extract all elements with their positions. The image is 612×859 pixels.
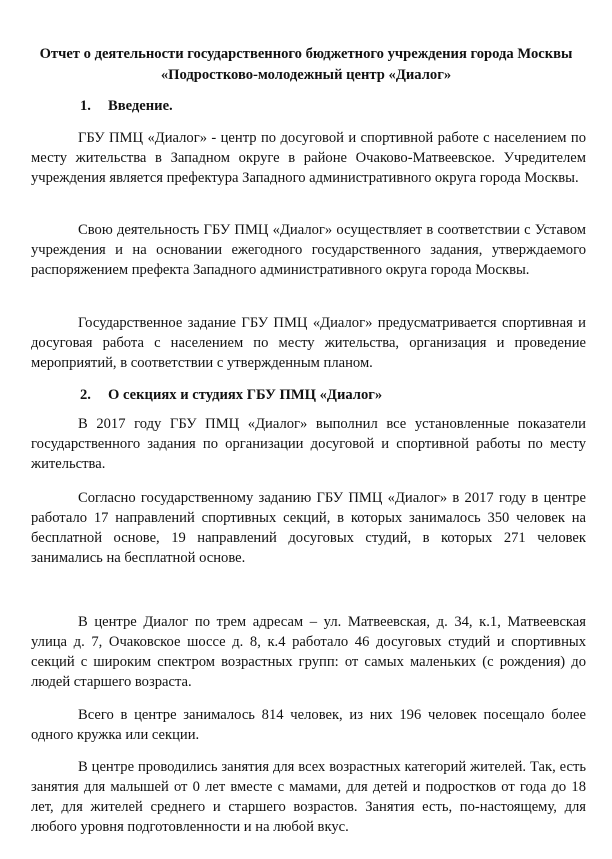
paragraph: Согласно государственному заданию ГБУ ПМЦ «Диалог» в 2017 году в центре работало 17 направлений спортивных секций, в которых занималось 350 человек на бесплатной основе, 19 направлений досуговых студий, в которых 271 человек занимались на бесплатной основе. [31,490,586,566]
section-number: 1. [80,98,91,114]
section-title: О секциях и студиях ГБУ ПМЦ «Диалог» [108,387,383,403]
paragraph: ГБУ ПМЦ «Диалог» - центр по досуговой и спортивной работе с населением по месту жительства в Западном округе в районе Очаково-Матвеевское. Учредителем учреждения является префектура Западного административного округа города Москвы. [31,130,586,186]
section-heading-sections-studios [80,385,382,405]
document-title: Отчет о деятельности государственного бюджетного учреждения города Москвы «Подростково-молодежный центр «Диалог» [39,46,573,83]
paragraph: Свою деятельность ГБУ ПМЦ «Диалог» осуществляет в соответствии с Уставом учреждения и на основании ежегодного государственного задания, утверждаемого распоряжением префекта Западного административного округа города Москвы. [31,222,586,278]
section-number: 2. [80,387,91,403]
section-title: Введение. [108,98,173,114]
paragraph: В центре проводились занятия для всех возрастных категорий жителей. Так, есть занятия для малышей от 0 лет вместе с мамами, для детей и подростков от года до 18 лет, для жителей среднего и старшего возрастов. Занятия есть, по-настоящему, для любого уровня подготовленности и на любой вкус. [31,759,586,835]
section-heading-introduction [80,96,173,116]
paragraph: Всего в центре занималось 814 человек, из них 196 человек посещало более одного кружка или секции. [31,707,586,743]
paragraph: Государственное задание ГБУ ПМЦ «Диалог» предусматривается спортивная и досуговая работа с населением по месту жительства, организация и проведение мероприятий, в соответствии с утвержденным планом. [31,315,586,371]
paragraph: В центре Диалог по трем адресам – ул. Матвеевская, д. 34, к.1, Матвеевская улица д. 7, Очаковское шоссе д. 8, к.4 работало 46 досуговых студий и спортивных секций с широким спектром возрастных групп: от самых маленьких (с рождения) до людей старшего возраста. [31,614,586,690]
paragraph: В 2017 году ГБУ ПМЦ «Диалог» выполнил все установленные показатели государственного задания по организации досуговой и спортивной работы по месту жительства. [31,416,586,472]
